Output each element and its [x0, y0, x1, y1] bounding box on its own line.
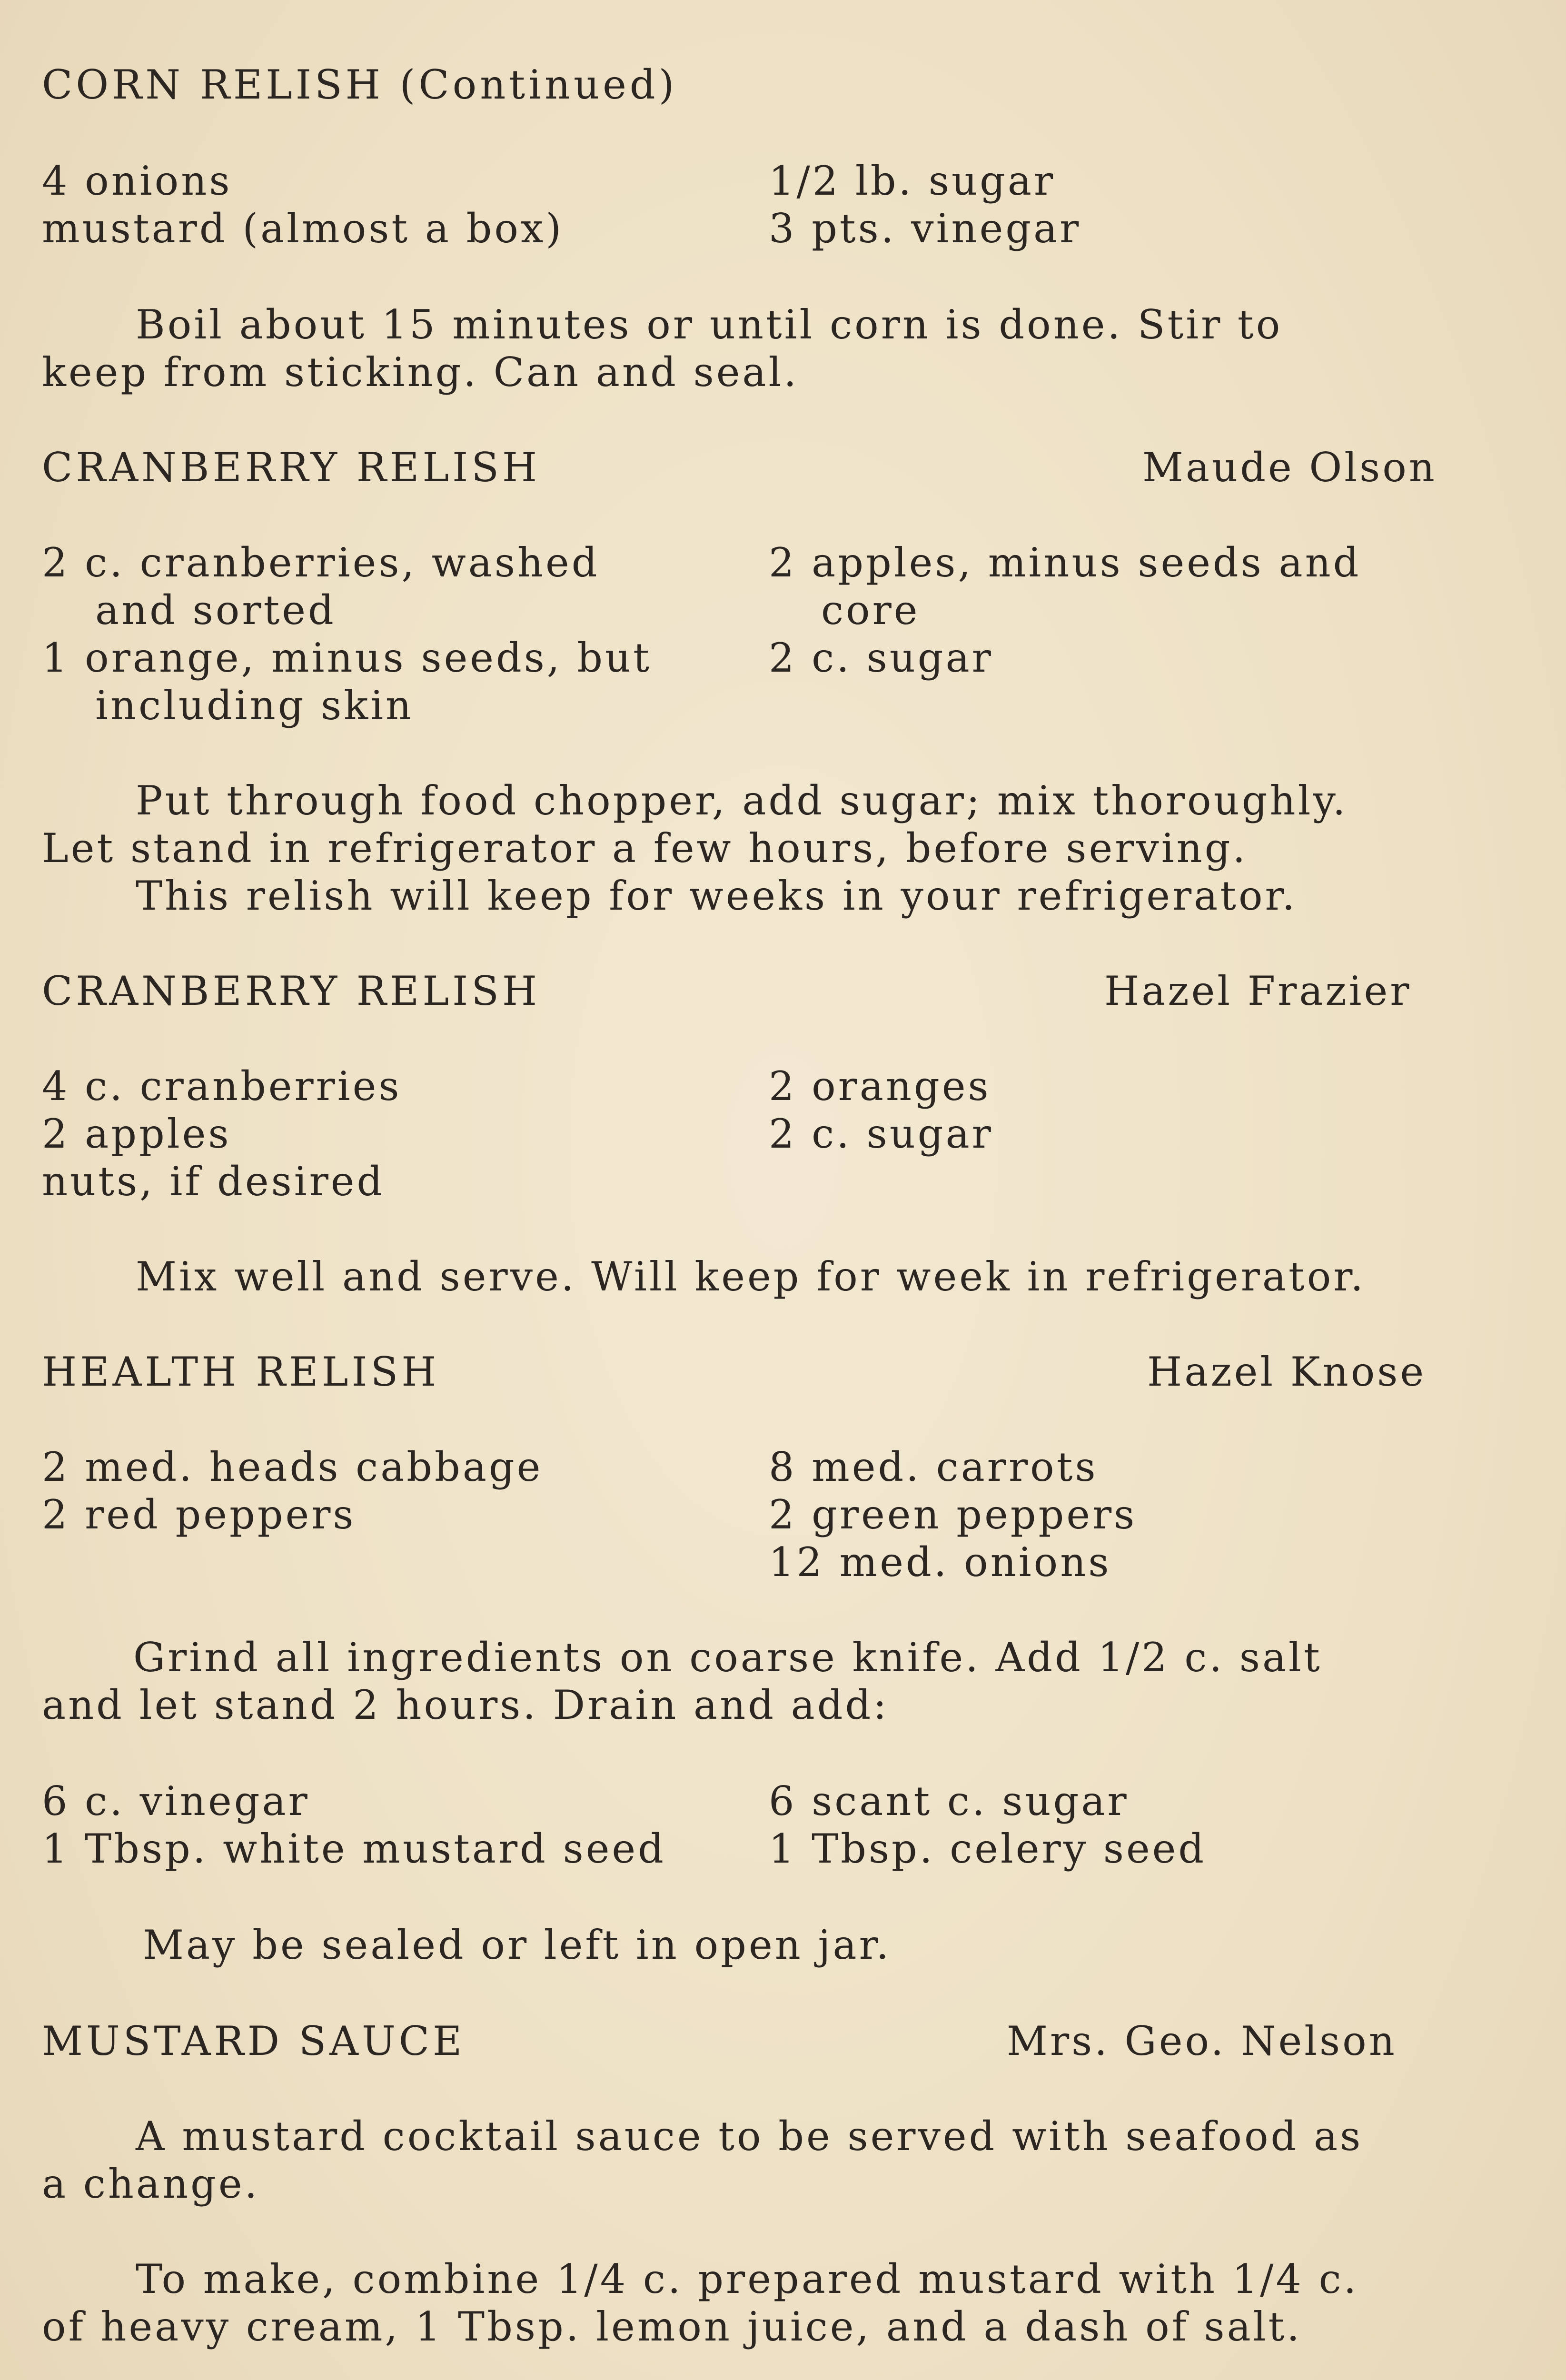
cranberry-relish-2-title: CRANBERRY RELISH: [42, 968, 541, 1014]
instruction-line: Boil about 15 minutes or until corn is done. Stir to: [136, 301, 1283, 348]
recipe-author: Mrs. Geo. Nelson: [1007, 2018, 1397, 2064]
ingredient: 3 pts. vinegar: [769, 205, 1081, 252]
corn-relish-title: CORN RELISH (Continued): [42, 61, 678, 108]
ingredient: 2 apples: [42, 1111, 231, 1157]
ingredient: 1 Tbsp. white mustard seed: [42, 1825, 666, 1872]
cranberry-relish-1-title: CRANBERRY RELISH: [42, 444, 541, 491]
ingredient: 4 c. cranberries: [42, 1063, 402, 1110]
instruction-line: Grind all ingredients on coarse knife. Add 1/2 c. salt: [133, 1634, 1322, 1681]
recipe-author: Hazel Frazier: [1104, 968, 1412, 1014]
ingredient: mustard (almost a box): [42, 205, 564, 252]
ingredient: 2 green peppers: [769, 1491, 1137, 1538]
ingredient: 8 med. carrots: [769, 1444, 1098, 1490]
ingredient: 1/2 lb. sugar: [769, 158, 1056, 204]
instruction-line: Mix well and serve. Will keep for week in refrigerator.: [136, 1253, 1366, 1300]
instruction-line: keep from sticking. Can and seal.: [42, 349, 799, 396]
paragraph-line: a change.: [42, 2161, 260, 2207]
recipe-author: Hazel Knose: [1147, 1349, 1427, 1395]
instruction-line: Put through food chopper, add sugar; mix thoroughly.: [136, 777, 1348, 824]
ingredient: 2 red peppers: [42, 1491, 356, 1538]
recipe-author: Maude Olson: [1142, 444, 1437, 491]
instruction-line: This relish will keep for weeks in your refrigerator.: [136, 873, 1298, 919]
ingredient: 6 scant c. sugar: [769, 1778, 1129, 1825]
paragraph-line: To make, combine 1/4 c. prepared mustard with 1/4 c.: [136, 2256, 1359, 2302]
ingredient: 1 Tbsp. celery seed: [769, 1825, 1207, 1872]
ingredient: core: [821, 587, 920, 634]
ingredient: and sorted: [95, 587, 336, 634]
ingredient: 2 oranges: [769, 1063, 991, 1110]
note-line: May be sealed or left in open jar.: [143, 1922, 892, 1968]
ingredient: 2 c. sugar: [769, 635, 993, 681]
ingredient: 2 c. sugar: [769, 1111, 993, 1157]
ingredient: 6 c. vinegar: [42, 1778, 310, 1825]
ingredient: 1 orange, minus seeds, but: [42, 635, 652, 681]
ingredient: 2 c. cranberries, washed: [42, 539, 600, 586]
ingredient: including skin: [95, 682, 414, 729]
mustard-sauce-title: MUSTARD SAUCE: [42, 2018, 466, 2064]
instruction-line: Let stand in refrigerator a few hours, before serving.: [42, 825, 1248, 872]
ingredient: 2 apples, minus seeds and: [769, 539, 1361, 586]
health-relish-title: HEALTH RELISH: [42, 1349, 440, 1395]
ingredient: 12 med. onions: [769, 1539, 1111, 1586]
ingredient: 4 onions: [42, 158, 232, 204]
paragraph-line: of heavy cream, 1 Tbsp. lemon juice, and a dash of salt.: [42, 2303, 1302, 2350]
instruction-line: and let stand 2 hours. Drain and add:: [42, 1682, 889, 1728]
ingredient: nuts, if desired: [42, 1158, 385, 1205]
ingredient: 2 med. heads cabbage: [42, 1444, 543, 1490]
paragraph-line: A mustard cocktail sauce to be served with seafood as: [136, 2113, 1363, 2160]
